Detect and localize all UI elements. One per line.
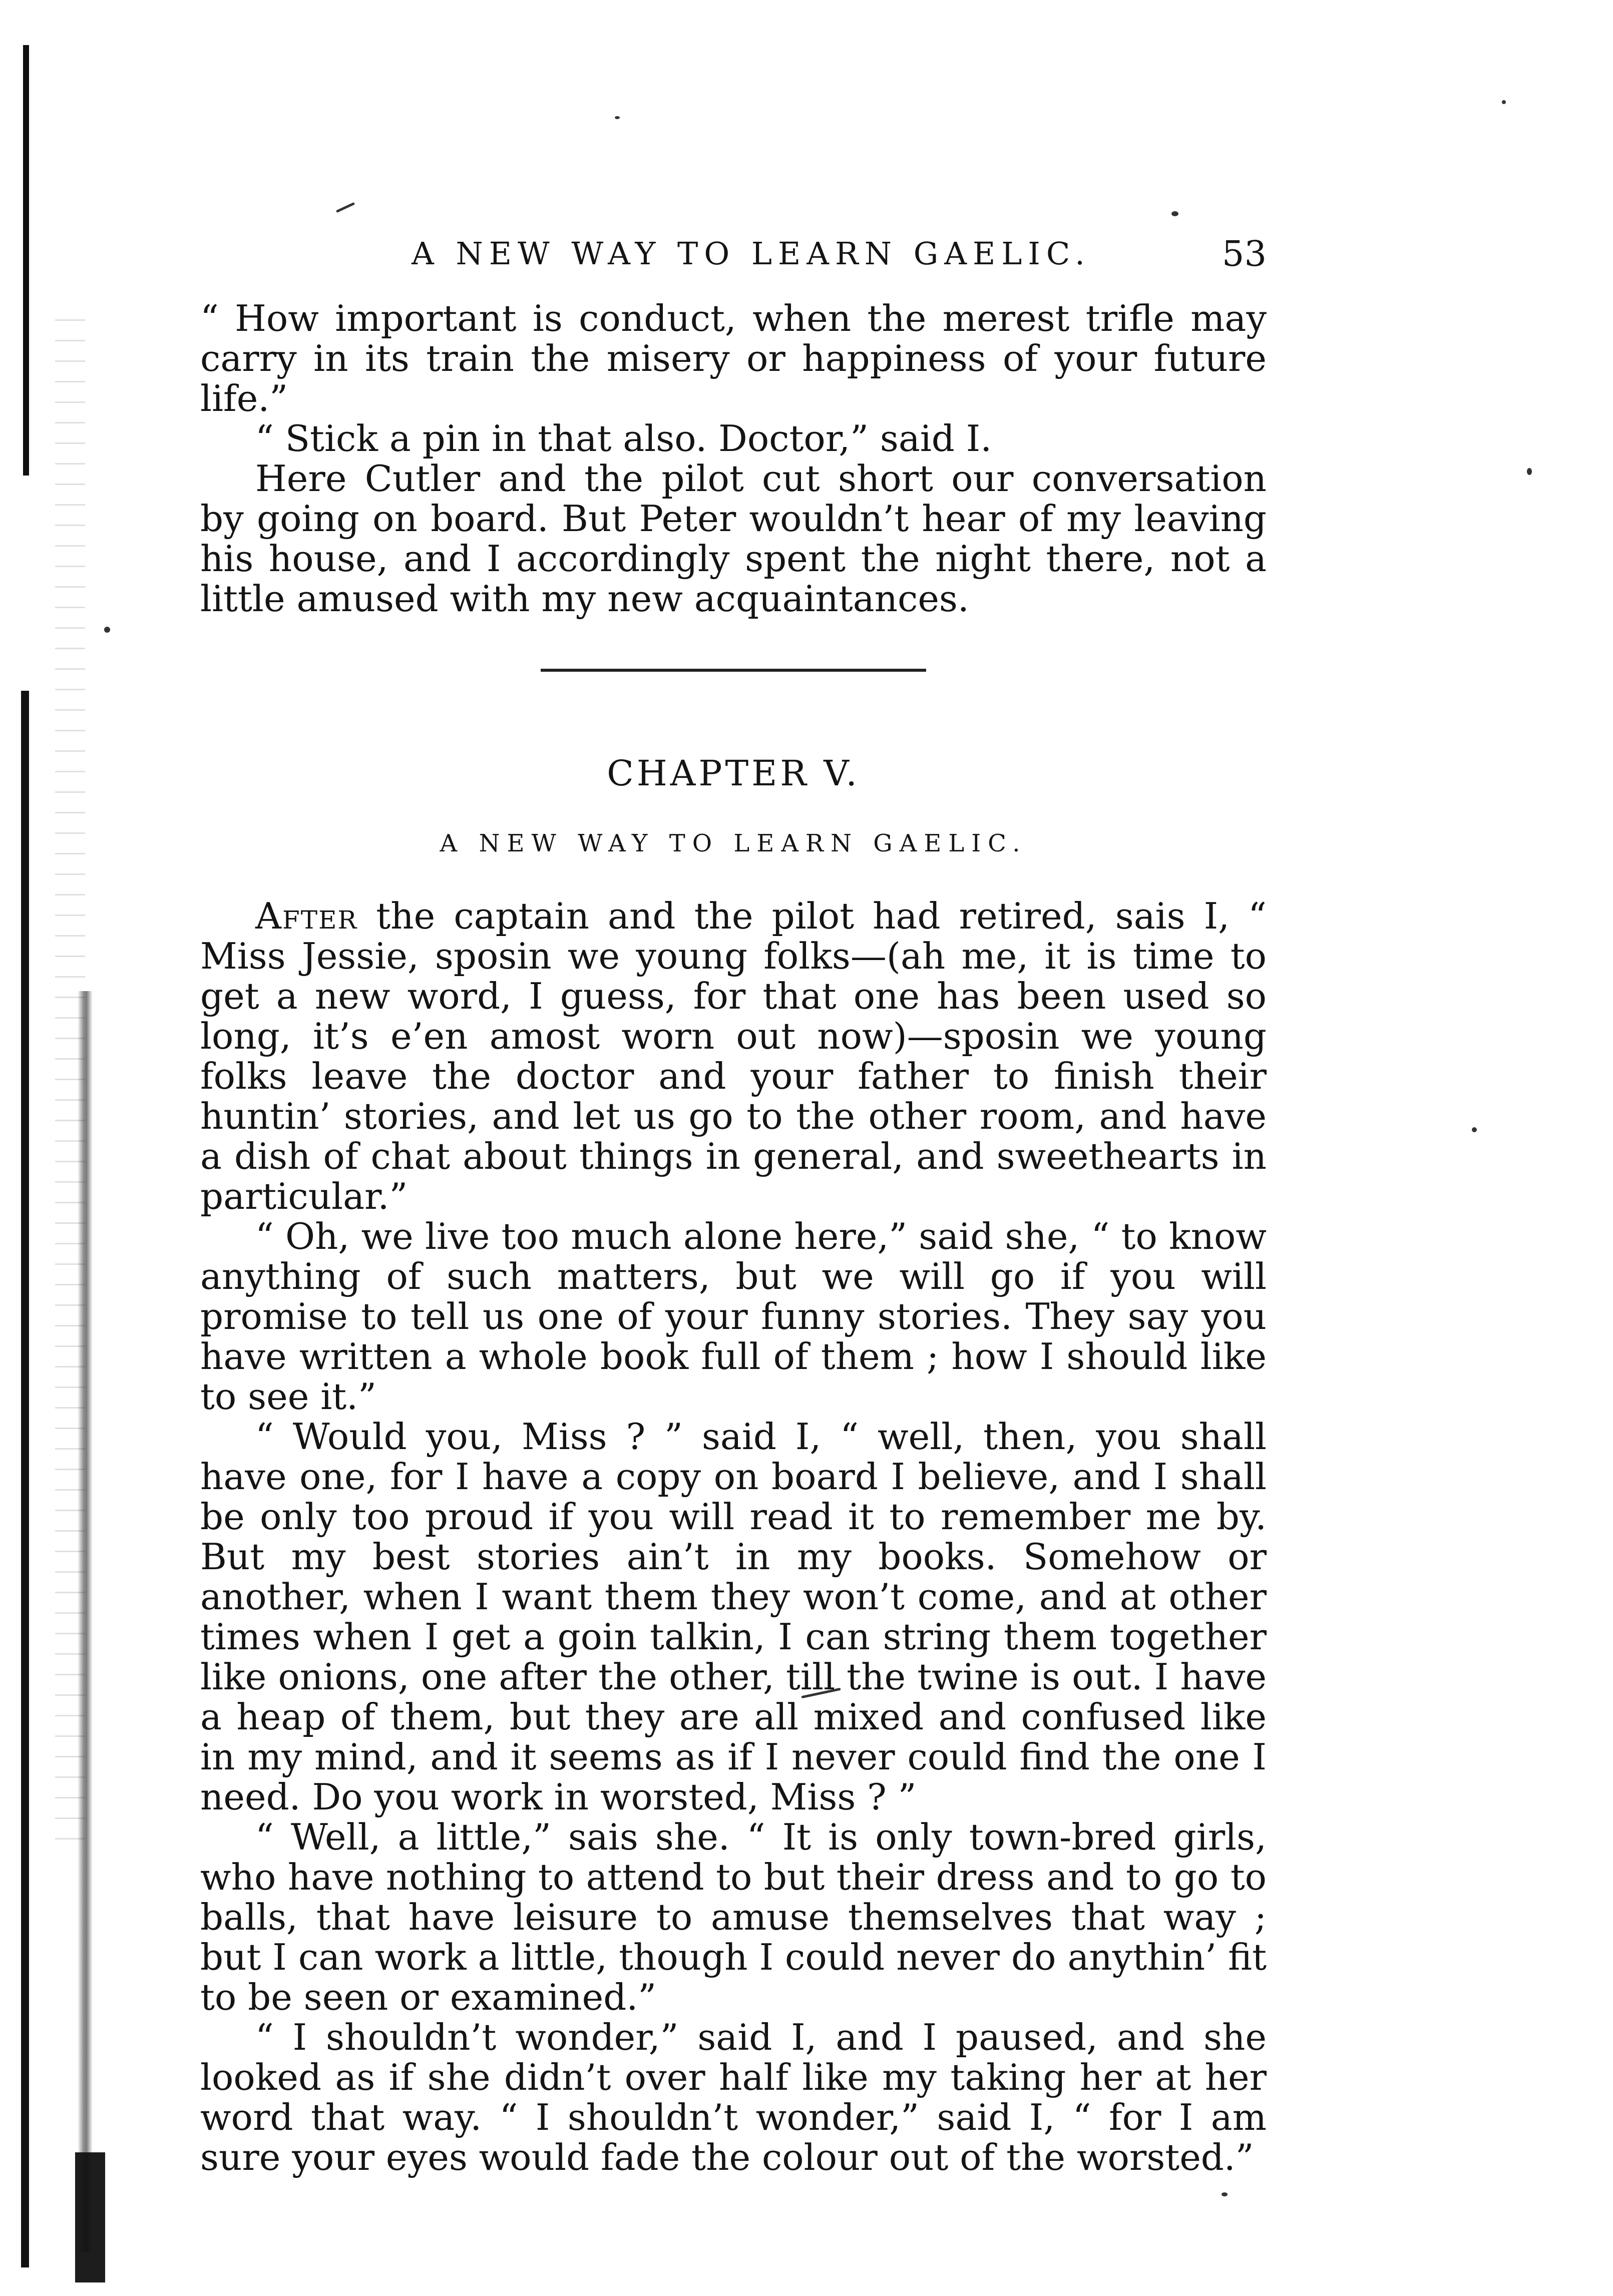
ink-speck — [104, 627, 110, 633]
paragraph: “ Oh, we live too much alone here,” said she, “ to know anything of such matters, but we will go if you will promise to tell us one of your funny stories. They say you have written a whole book full of them ; how I should like to see it.” — [200, 1215, 1267, 1418]
chapter-subtitle: A NEW WAY TO LEARN GAELIC. — [440, 829, 1027, 857]
paragraph — [200, 896, 1267, 1216]
chapter-text — [200, 896, 1267, 2177]
binding-edge-top — [23, 45, 29, 476]
ink-speck — [1502, 100, 1506, 104]
binding-edge-bottom — [21, 691, 29, 2267]
paragraph: “ Would you, Miss ? ” said I, “ well, then, you shall have one, for I have a copy on board I believe, and I shall be only too proud if you will read it to remember me by. But my best stories ain’t in my books. Somehow or another, when I want them they won’t come, and at other times when I get a goin talkin, I can string them together like onions, one after the other, till the twine is out. I have a heap of them, but they are all mixed and confused like in my mind, and it seems as if I never could find the one I need. Do you work in worsted, Miss ? ” — [200, 1416, 1267, 1818]
opening-word: After — [255, 895, 358, 937]
paragraph: Here Cutler and the pilot cut short our conversation by going on board. But Peter wouldn’t hear of my leaving his house, and I accordingly spent the night there, not a little amused with my new acquaintances. — [200, 457, 1267, 620]
binding-shadow — [78, 991, 93, 2252]
continued-text — [200, 298, 1267, 619]
page-number: 53 — [1222, 233, 1267, 274]
ink-speck — [1527, 468, 1532, 475]
paragraph: “ How important is conduct, when the merest trifle may carry in its train the misery or happiness of your future life.” — [200, 297, 1267, 419]
ink-speck — [1222, 2192, 1228, 2196]
paragraph: “ Stick a pin in that also. Doctor,” said I. — [255, 417, 992, 460]
binding-shadow-bottom — [75, 2152, 105, 2282]
ink-speck — [1472, 1127, 1477, 1132]
ink-stroke — [336, 202, 355, 213]
paragraph-text: the captain and the pilot had retired, sais I, “ Miss Jessie, sposin we young folks—(ah me, it is time to get a new word, I guess, for that one has been used so long, it’s e’en amost worn out now)—sposin we young folks leave the doctor and your father to finish their huntin’ stories, and let us go to the other room, and have a dish of chat about things in general, and sweethearts in particular.” — [200, 895, 1267, 1217]
paragraph: “ I shouldn’t wonder,” said I, and I paused, and she looked as if she didn’t over half like my taking her at her word that way. “ I shouldn’t wonder,” said I, “ for I am sure your eyes would fade the colour out of the worsted.” — [200, 2016, 1267, 2178]
section-divider — [541, 669, 926, 672]
paragraph: “ Well, a little,” sais she. “ It is only town-bred girls, who have nothing to attend to but their dress and to go to balls, that have leisure to amuse themselves that way ; but I can work a little, though I could never do anythin’ fit to be seen or examined.” — [200, 1816, 1267, 2018]
chapter-heading: CHAPTER V. — [607, 753, 860, 794]
ink-speck — [1171, 211, 1178, 216]
running-title: A NEW WAY TO LEARN GAELIC. — [412, 235, 1091, 272]
running-header — [200, 231, 1267, 276]
ink-speck — [615, 116, 620, 119]
